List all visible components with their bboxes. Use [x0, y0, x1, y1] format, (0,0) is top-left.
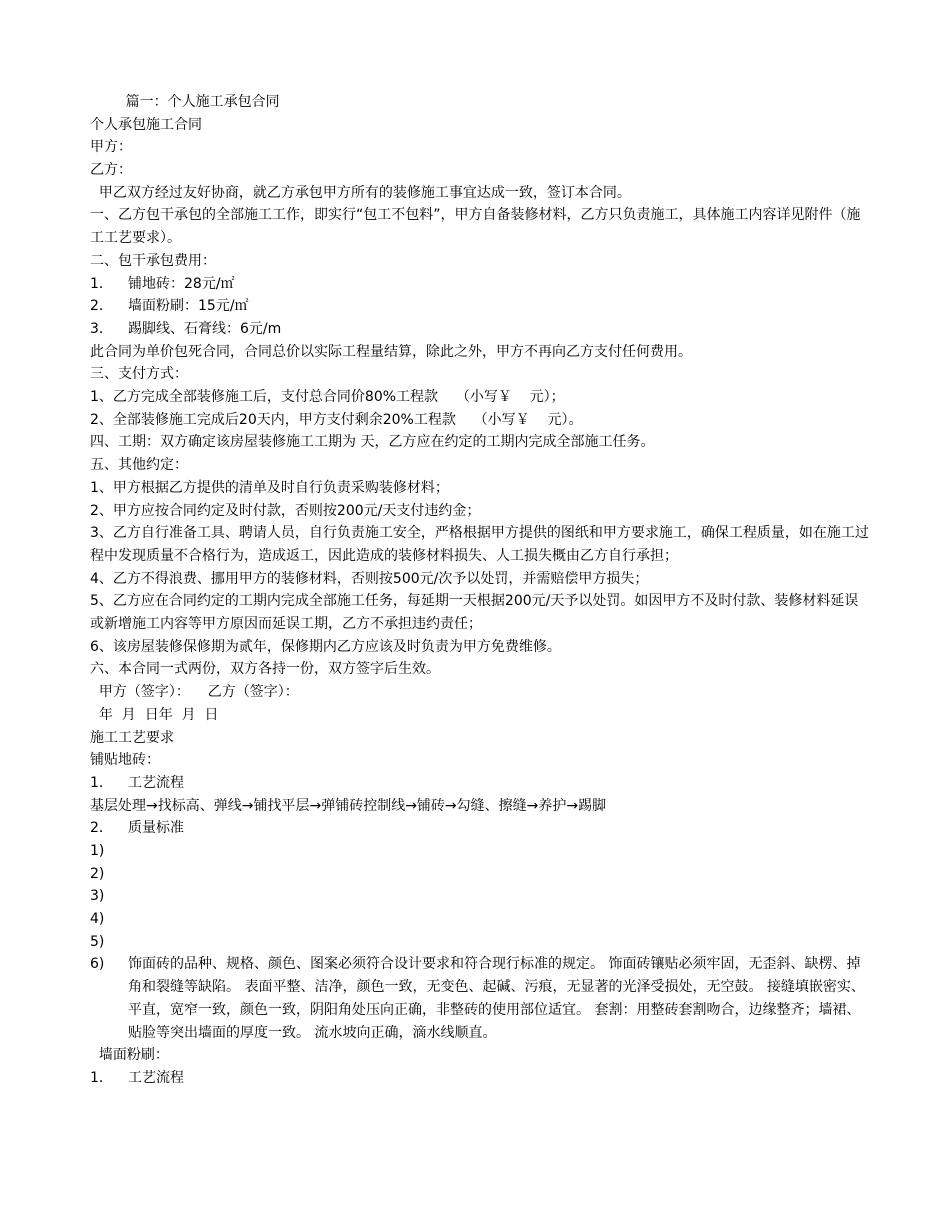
- other-clause-3: 3、乙方自行准备工具、聘请人员，自行负责施工安全，严格根据甲方提供的图纸和甲方要求施工，确保工程质量，如在施工过程中发现质量不合格行为，造成返工，因此造成的装修材料损失、人工损失概由乙方自行承担；: [90, 525, 869, 564]
- other-clause-5: 5、乙方应在合同约定的工期内完成全部施工任务，每延期一天根据200元/天予以处罚。如因甲方不及时付款、装修材料延误或新增施工内容等甲方原因而延误工期，乙方不承担违约责任；: [90, 593, 859, 633]
- quality-item-number: 6): [90, 956, 105, 973]
- contract-title: 个人承包施工合同: [90, 116, 202, 133]
- wall-step-label: 工艺流程: [128, 1069, 184, 1086]
- quality-item: [90, 840, 870, 863]
- quality-item-number: 4): [90, 911, 105, 928]
- section-3-title: 三、支付方式：: [90, 366, 188, 383]
- quality-item-text: [128, 931, 870, 954]
- section-1: 一、乙方包干承包的全部施工工作，即实行“包工不包料”，甲方自备装修材料，乙方只负责施工，具体施工内容详见附件（施工工艺要求）。: [90, 207, 861, 247]
- party-b-line: 乙方：: [90, 162, 132, 179]
- quality-item-number: 1): [90, 842, 105, 859]
- quality-item-text: [128, 885, 870, 908]
- quality-item: [90, 863, 870, 886]
- signature-line: 甲方（签字）： 乙方（签字）：: [90, 684, 299, 701]
- fee-note: 此合同为单价包死合同，合同总价以实际工程量结算，除此之外，甲方不再向乙方支付任何费用。: [90, 343, 692, 360]
- other-clause-6: 6、该房屋装修保修期为贰年，保修期内乙方应该及时负责为甲方免费维修。: [90, 638, 561, 655]
- fee-item-number: 1．: [90, 275, 113, 292]
- quality-item-number: 2): [90, 865, 105, 882]
- document-heading: 篇一：个人施工承包合同: [90, 94, 280, 110]
- section-4-schedule: 四、工期：双方确定该房屋装修施工工期为 天，乙方应在约定的工期内完成全部施工任务。: [90, 434, 655, 451]
- fee-item-text: 墙面粉刷：15元/㎡: [128, 298, 249, 315]
- fee-item: [90, 295, 870, 318]
- fee-item-number: 3．: [90, 320, 113, 337]
- wall-step-number: 1．: [90, 1069, 113, 1086]
- date-line: 年 月 日年 月 日: [90, 706, 219, 723]
- quality-item-text: [128, 908, 870, 931]
- fee-item-text: 铺地砖：28元/㎡: [128, 275, 235, 292]
- tile-section-title: 铺贴地砖：: [90, 752, 160, 769]
- quality-item-number: 3): [90, 888, 105, 905]
- other-clause-4: 4、乙方不得浪费、挪用甲方的装修材料，否则按500元/次予以处罚，并需赔偿甲方损失；: [90, 570, 649, 587]
- quality-item-text: [128, 863, 870, 886]
- fee-item-text: 踢脚线、石膏线：6元/m: [128, 320, 282, 337]
- wall-section-title: 墙面粉刷：: [90, 1047, 169, 1064]
- tile-step: [90, 772, 870, 795]
- section-2-title: 二、包干承包费用：: [90, 252, 216, 269]
- quality-item-text: [128, 840, 870, 863]
- payment-clause-1: 1、乙方完成全部装修施工后，支付总合同价80%工程款 （小写￥ 元）；: [90, 389, 565, 406]
- wall-step: [90, 1067, 870, 1090]
- tile-step-number: 2．: [90, 820, 113, 837]
- payment-clause-2: 2、全部装修施工完成后20天内，甲方支付剩余20%工程款 （小写￥ 元）。: [90, 411, 583, 428]
- tile-process-flow: 基层处理→找标高、弹线→铺找平层→弹铺砖控制线→铺砖→勾缝、擦缝→养护→踢脚: [90, 797, 607, 814]
- quality-item: [90, 953, 870, 1044]
- quality-item-number: 5): [90, 933, 105, 950]
- quality-item-text: 饰面砖的品种、规格、颜色、图案必须符合设计要求和符合现行标准的规定。 饰面砖镶贴必须牢固，无歪斜、缺楞、掉角和裂缝等缺陷。 表面平整、洁净，颜色一致，无变色、起碱、污痕，无显著的光泽受损处，无空鼓。 接缝填嵌密实、平直，宽窄一致，颜色一致，阴阳角处压向正确，非整砖的使用部位适宜。 套割：用整砖套割吻合，边缘整齐；墙裙、贴脸等突出墙面的厚度一致。 流水坡向正确，滴水线顺直。: [128, 956, 865, 1041]
- tile-step-label: 质量标准: [128, 820, 184, 837]
- fee-item-number: 2．: [90, 298, 113, 315]
- other-clause-1: 1、甲方根据乙方提供的清单及时自行负责采购装修材料；: [90, 479, 449, 496]
- section-6: 六、本合同一式两份，双方各持一份，双方签字后生效。: [90, 661, 440, 678]
- fee-item: [90, 318, 870, 341]
- contract-document: [90, 91, 870, 1090]
- intro-paragraph: 甲乙双方经过友好协商，就乙方承包甲方所有的装修施工事宜达成一致，签订本合同。: [90, 184, 631, 201]
- quality-item: [90, 885, 870, 908]
- tile-step-label: 工艺流程: [128, 774, 184, 791]
- party-a-line: 甲方：: [90, 139, 132, 156]
- fee-item: [90, 273, 870, 296]
- other-clause-2: 2、甲方应按合同约定及时付款，否则按200元/天支付违约金；: [90, 502, 481, 519]
- quality-item: [90, 931, 870, 954]
- quality-item: [90, 908, 870, 931]
- appendix-title: 施工工艺要求: [90, 729, 174, 746]
- tile-step-number: 1．: [90, 774, 113, 791]
- tile-step: [90, 817, 870, 840]
- section-5-title: 五、其他约定：: [90, 457, 188, 474]
